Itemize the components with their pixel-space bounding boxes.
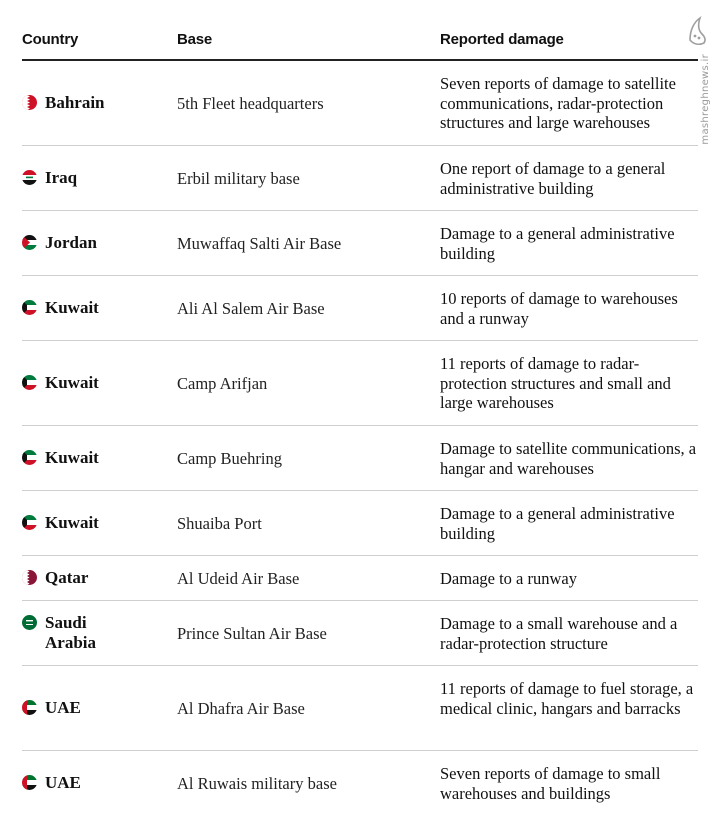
base-name: Shuaiba Port (177, 514, 262, 533)
country-cell (22, 233, 97, 253)
reported-damage: Seven reports of damage to small warehouses and buildings (440, 764, 661, 803)
reported-damage: Damage to a general administrative building (440, 224, 675, 263)
header-country: Country (22, 31, 79, 48)
base-name: Al Dhafra Air Base (177, 699, 305, 718)
country-name: UAE (45, 773, 81, 792)
country-cell (22, 93, 105, 113)
flag-uae-icon (22, 700, 37, 715)
base-name: Ali Al Salem Air Base (177, 299, 325, 318)
country-cell (22, 168, 77, 188)
country-name: Kuwait (45, 373, 99, 392)
country-name: Kuwait (45, 513, 99, 532)
country-cell (22, 298, 99, 318)
reported-damage: Damage to a small warehouse and a radar-protection structure (440, 614, 678, 653)
reported-damage: Damage to a general administrative building (440, 504, 675, 543)
reported-damage: 11 reports of damage to radar-protection structures and small and large warehouses (440, 354, 671, 413)
country-name: Iraq (45, 168, 78, 187)
base-name: Camp Buehring (177, 449, 282, 468)
country-cell (22, 568, 88, 588)
flag-qatar-icon (22, 570, 37, 585)
flag-kuwait-icon (22, 300, 37, 315)
header-base: Base (177, 31, 213, 48)
country-name: Bahrain (45, 93, 105, 112)
country-cell (22, 698, 81, 718)
reported-damage: Damage to satellite communications, a hangar and warehouses (440, 439, 697, 478)
base-name: Al Ruwais military base (177, 774, 337, 793)
country-name: Saudi Arabia (45, 613, 96, 652)
flag-saudi-arabia-icon (22, 615, 37, 630)
table-row (22, 341, 698, 426)
flag-kuwait-icon (22, 515, 37, 530)
watermark-text: mashreghnews.ir (700, 54, 711, 145)
reported-damage: Seven reports of damage to satellite communications, radar-protection structures and large warehouses (440, 74, 676, 133)
flag-kuwait-icon (22, 375, 37, 390)
watermark-logo-icon (686, 12, 710, 46)
country-name: UAE (45, 698, 81, 717)
table-row (22, 61, 698, 146)
table-row (22, 426, 698, 491)
country-name: Kuwait (45, 448, 99, 467)
country-cell (22, 513, 99, 533)
base-name: Prince Sultan Air Base (177, 624, 327, 643)
base-name: Muwaffaq Salti Air Base (177, 234, 342, 253)
header-reported-damage: Reported damage (440, 31, 564, 48)
country-cell (22, 448, 99, 468)
reported-damage: 10 reports of damage to warehouses and a runway (440, 289, 678, 328)
country-name: Kuwait (45, 298, 99, 317)
table-row (22, 601, 698, 666)
reported-damage: Damage to a runway (440, 569, 577, 588)
base-name: Camp Arifjan (177, 374, 268, 393)
flag-iraq-icon (22, 170, 37, 185)
table-row (22, 276, 698, 341)
damage-table (22, 0, 698, 817)
table-row (22, 751, 698, 817)
table-row (22, 491, 698, 556)
table-row (22, 146, 698, 211)
reported-damage: One report of damage to a general administrative building (440, 159, 666, 198)
flag-bahrain-icon (22, 95, 37, 110)
flag-kuwait-icon (22, 450, 37, 465)
country-name: Jordan (45, 233, 97, 252)
table-row (22, 556, 698, 601)
flag-jordan-icon (22, 235, 37, 250)
reported-damage: 11 reports of damage to fuel storage, a medical clinic, hangars and barracks (440, 679, 694, 718)
flag-uae-icon (22, 775, 37, 790)
table-row (22, 211, 698, 276)
base-name: Erbil military base (177, 169, 300, 188)
base-name: 5th Fleet headquarters (177, 94, 324, 113)
country-cell (22, 773, 81, 793)
table-row (22, 666, 698, 751)
table-header (22, 0, 698, 61)
base-name: Al Udeid Air Base (177, 569, 300, 588)
watermark (686, 6, 714, 145)
country-cell (22, 373, 99, 393)
country-name: Qatar (45, 568, 89, 587)
country-cell (22, 613, 132, 653)
